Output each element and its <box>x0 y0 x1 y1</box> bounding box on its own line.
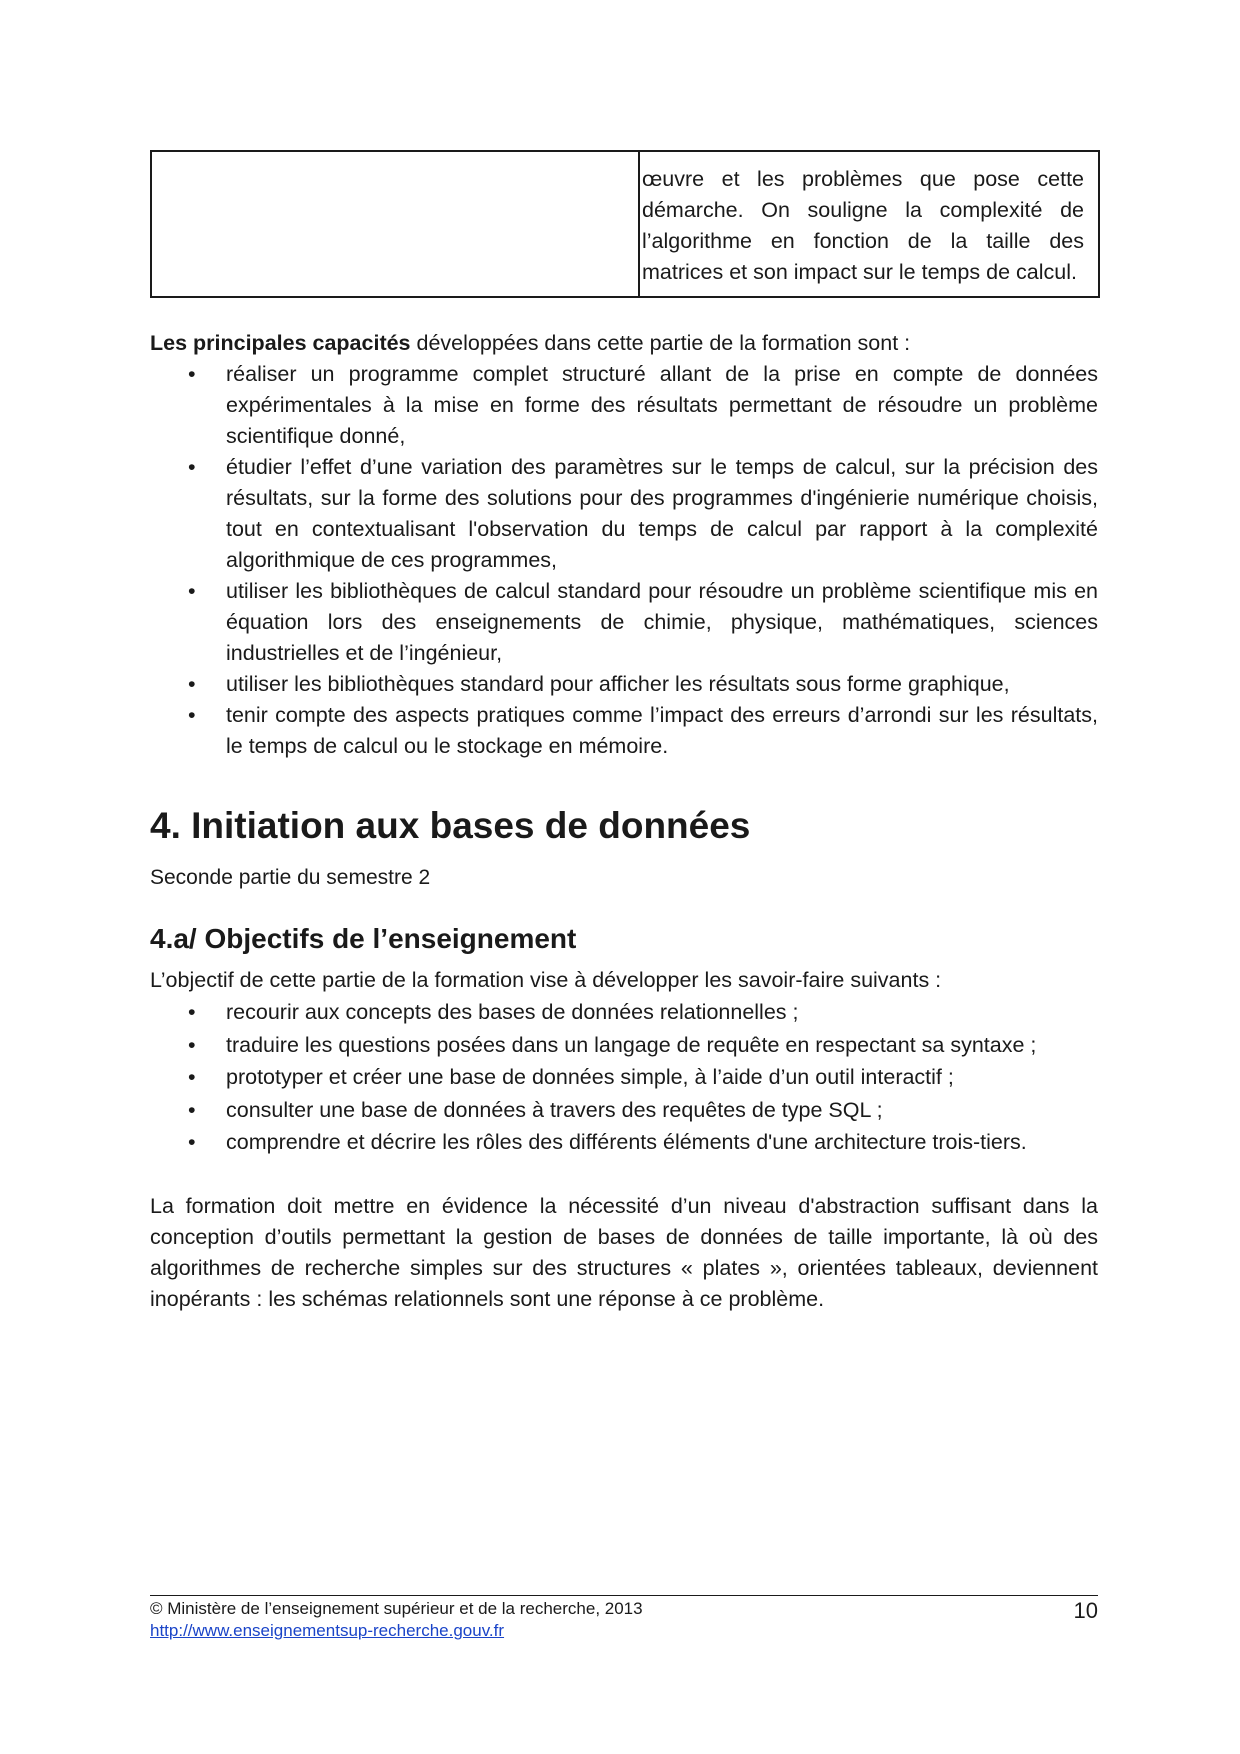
bullet-icon: • <box>188 703 196 727</box>
page-number: 10 <box>1073 1598 1098 1623</box>
capacites-list <box>150 359 1098 762</box>
bullet-icon: • <box>188 1000 196 1024</box>
section-subtitle: Seconde partie du semestre 2 <box>150 866 431 889</box>
list-item: • recourir aux concepts des bases de données relationnelles ; <box>150 996 1098 1029</box>
bullet-icon: • <box>188 672 196 696</box>
list-item: • consulter une base de données à travers des requêtes de type SQL ; <box>150 1094 1098 1127</box>
bullet-icon: • <box>188 579 196 603</box>
list-item: • comprendre et décrire les rôles des différents éléments d'une architecture trois-tiers. <box>150 1126 1098 1159</box>
page-footer <box>150 1595 1098 1642</box>
table-row <box>151 151 1099 297</box>
capacites-lead-rest: développées dans cette partie de la formation sont : <box>410 331 911 355</box>
body-paragraph: La formation doit mettre en évidence la nécessité d’un niveau d'abstraction suffisant dans la conception d’outils permettant la gestion de bases de données de taille importante, là où des algorithmes de recherche simples sur des structures « plates », orientées tableaux, deviennent inopérants : les schémas relationnels sont une réponse à ce problème. <box>150 1193 1098 1311</box>
bullet-icon: • <box>188 1097 196 1122</box>
footer-copyright: © Ministère de l’enseignement supérieur et de la recherche, 2013 <box>150 1599 643 1618</box>
table-cell-text: œuvre et les problèmes que pose cette démarche. On souligne la complexité de l’algorithme en fonction de la taille des matrices et son impact sur le temps de calcul. <box>639 151 1099 297</box>
capacites-intro <box>150 328 1098 359</box>
bullet-icon: • <box>188 455 196 479</box>
subsection-title: 4.a/ Objectifs de l’enseignement <box>150 923 577 954</box>
list-item: • tenir compte des aspects pratiques comme l’impact des erreurs d’arrondi sur les résultats, le temps de calcul ou le stockage en mémoire. <box>150 700 1098 762</box>
bullet-icon: • <box>188 362 196 386</box>
capacites-lead-bold: Les principales capacités <box>150 331 411 355</box>
list-item: • utiliser les bibliothèques de calcul standard pour résoudre un problème scientifique mis en équation lors des enseignements de chimie, physique, mathématiques, sciences industrielles et de l’ingénieur, <box>150 576 1098 669</box>
list-item: • réaliser un programme complet structuré allant de la prise en compte de données expérimentales à la mise en forme des résultats permettant de résoudre un problème scientifique donné, <box>150 359 1098 452</box>
footer-url-link[interactable]: http://www.enseignementsup-recherche.gouv.fr <box>150 1621 505 1640</box>
list-item: • étudier l’effet d’une variation des paramètres sur le temps de calcul, sur la précision des résultats, sur la forme des solutions pour des programmes d'ingénierie numérique choisis, tout en contextualisant l'observation du temps de calcul par rapport à la complexité algorithmique de ces programmes, <box>150 452 1098 576</box>
bullet-icon: • <box>188 1032 196 1057</box>
bullet-icon: • <box>188 1130 196 1154</box>
objectifs-intro: L’objectif de cette partie de la formation vise à développer les savoir-faire suivants : <box>150 968 942 992</box>
list-item: • prototyper et créer une base de données simple, à l’aide d’un outil interactif ; <box>150 1061 1098 1094</box>
list-item: • utiliser les bibliothèques standard pour afficher les résultats sous forme graphique, <box>150 669 1098 700</box>
bullet-icon: • <box>188 1065 196 1089</box>
list-item: • traduire les questions posées dans un langage de requête en respectant sa syntaxe ; <box>150 1029 1098 1062</box>
continuation-table <box>150 150 1100 298</box>
section-title: 4. Initiation aux bases de données <box>150 805 751 846</box>
table-cell-empty <box>151 151 639 297</box>
objectifs-list <box>150 996 1098 1159</box>
page-content <box>150 150 1098 1336</box>
